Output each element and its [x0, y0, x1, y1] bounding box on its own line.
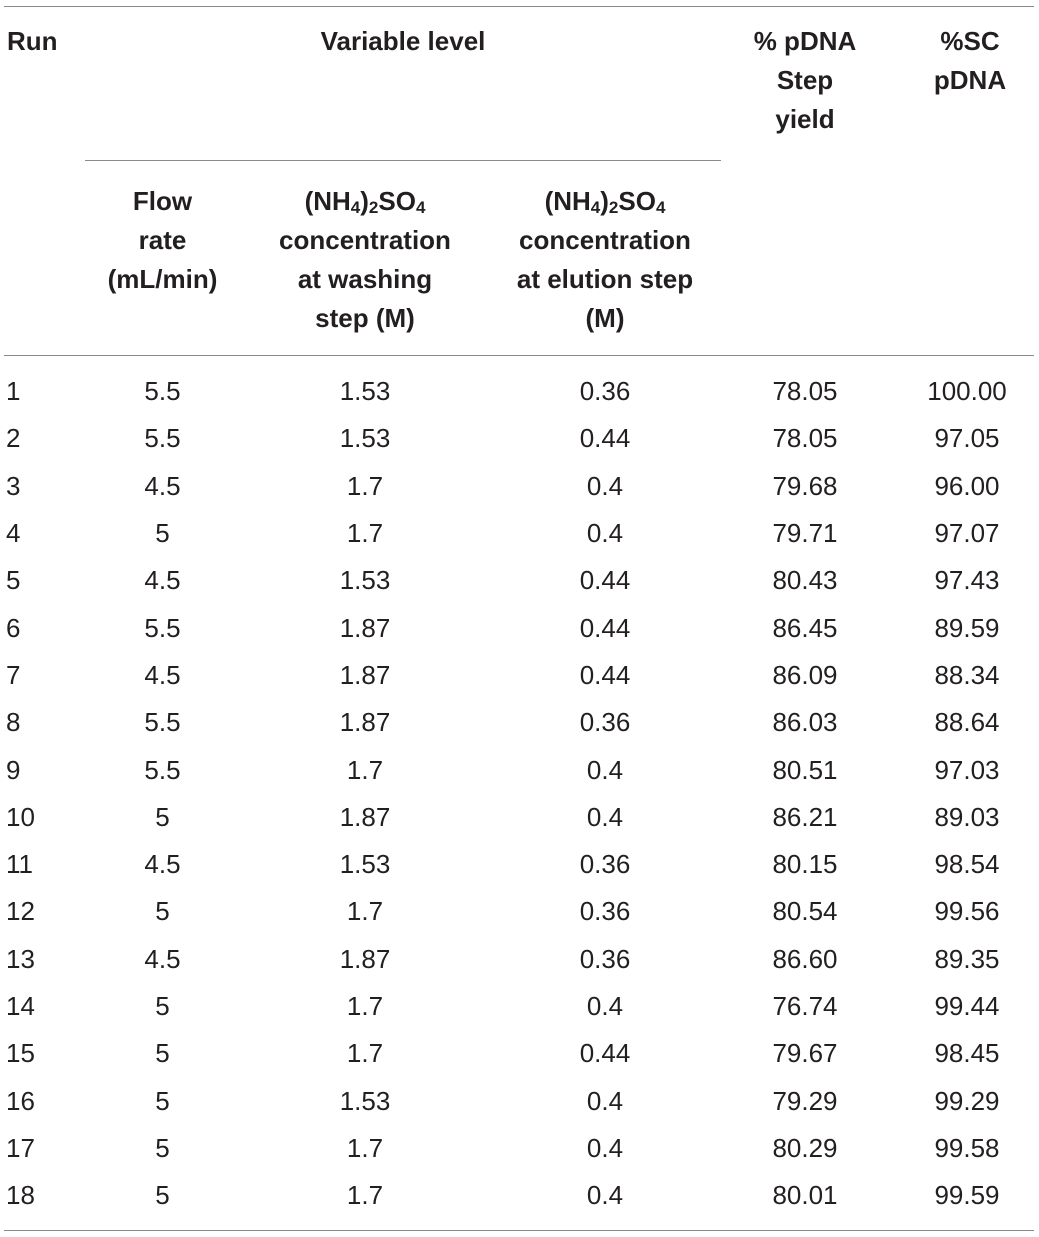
- table-row: [0, 794, 1039, 841]
- cell-elute: 0.36: [579, 849, 631, 880]
- cell-yield: 80.43: [772, 565, 838, 596]
- cell-elute: 0.4: [586, 1085, 624, 1116]
- cell-elute: 0.44: [579, 612, 631, 643]
- cell-yield: 86.60: [772, 943, 838, 974]
- cell-yield: 78.05: [772, 376, 838, 407]
- table-row: [0, 368, 1039, 415]
- cell-sc: 97.05: [934, 423, 1000, 454]
- cell-wash: 1.87: [339, 943, 391, 974]
- cell-elute: 0.36: [579, 896, 631, 927]
- header-flow-rate: Flow rate (mL/min): [107, 186, 218, 294]
- cell-elute: 0.4: [586, 1180, 624, 1211]
- cell-run: 16: [6, 1085, 35, 1116]
- cell-run: 8: [6, 707, 21, 738]
- table-row: [0, 699, 1039, 746]
- cell-yield: 80.01: [772, 1180, 838, 1211]
- cell-yield: 79.68: [772, 470, 838, 501]
- cell-sc: 89.03: [934, 801, 1000, 832]
- cell-sc: 98.54: [934, 849, 1000, 880]
- cell-yield: 79.67: [772, 1038, 838, 1069]
- cell-sc: 99.56: [934, 896, 1000, 927]
- table-row: [0, 1125, 1039, 1172]
- header-run: Run: [7, 26, 58, 56]
- cell-elute: 0.44: [579, 1038, 631, 1069]
- cell-sc: 88.34: [934, 659, 1000, 690]
- cell-yield: 86.03: [772, 707, 838, 738]
- cell-yield: 80.15: [772, 849, 838, 880]
- cell-wash: 1.87: [339, 707, 391, 738]
- cell-flow: 5.5: [144, 754, 181, 785]
- cell-flow: 5: [155, 1038, 170, 1069]
- cell-wash: 1.7: [346, 470, 384, 501]
- cell-elute: 0.4: [586, 991, 624, 1021]
- cell-flow: 5: [155, 991, 170, 1021]
- cell-elute: 0.4: [586, 754, 624, 785]
- cell-elute: 0.36: [579, 707, 631, 738]
- cell-sc: 99.44: [934, 991, 1000, 1021]
- cell-sc: 100.00: [927, 376, 1007, 407]
- cell-elute: 0.44: [579, 565, 631, 596]
- table-row: [0, 888, 1039, 935]
- cell-sc: 97.07: [934, 518, 1000, 549]
- cell-run: 3: [6, 470, 21, 501]
- cell-run: 12: [6, 896, 35, 927]
- table-row: [0, 510, 1039, 557]
- cell-flow: 5: [155, 518, 170, 549]
- header-sc-pdna: %SC pDNA: [933, 26, 1007, 95]
- table-row: [0, 415, 1039, 462]
- table-row: [0, 841, 1039, 888]
- cell-flow: 5: [155, 1132, 170, 1163]
- table-row: [0, 1077, 1039, 1124]
- cell-wash: 1.7: [346, 754, 384, 785]
- cell-elute: 0.4: [586, 801, 624, 832]
- cell-yield: 80.29: [772, 1132, 838, 1163]
- cell-sc: 97.03: [934, 754, 1000, 785]
- table-row: [0, 1030, 1039, 1077]
- cell-flow: 5.5: [144, 612, 181, 643]
- cell-elute: 0.44: [579, 659, 631, 690]
- cell-wash: 1.87: [339, 659, 391, 690]
- table-body: [0, 368, 1039, 1219]
- cell-yield: 80.51: [772, 754, 838, 785]
- cell-run: 1: [6, 376, 21, 407]
- cell-yield: 86.45: [772, 612, 838, 643]
- cell-flow: 4.5: [144, 943, 181, 974]
- cell-wash: 1.7: [346, 991, 384, 1021]
- header-elution-concentration: $(NH_4)_2SO_4$ concentration at elution step (M): [485, 182, 725, 338]
- cell-run: 7: [6, 659, 21, 690]
- header-step-yield: % pDNA Step yield: [753, 26, 857, 134]
- group-rule: [85, 160, 721, 161]
- cell-sc: 89.59: [934, 612, 1000, 643]
- cell-elute: 0.44: [579, 423, 631, 454]
- cell-wash: 1.53: [339, 376, 391, 407]
- elution-formula: $(NH_4)_2SO_4$: [544, 186, 666, 217]
- table-row: [0, 604, 1039, 651]
- table-row: [0, 746, 1039, 793]
- header-rule: [4, 355, 1034, 356]
- cell-flow: 5.5: [144, 376, 181, 407]
- cell-sc: 98.45: [934, 1038, 1000, 1069]
- cell-yield: 86.09: [772, 659, 838, 690]
- cell-elute: 0.36: [579, 943, 631, 974]
- cell-wash: 1.87: [339, 801, 391, 832]
- header-variable-level: Variable level: [320, 26, 486, 56]
- bottom-rule: [4, 1230, 1034, 1231]
- cell-sc: 99.29: [934, 1085, 1000, 1116]
- cell-run: 9: [6, 754, 21, 785]
- cell-run: 11: [6, 849, 33, 880]
- cell-flow: 5: [155, 1085, 170, 1116]
- cell-run: 4: [6, 518, 21, 549]
- cell-wash: 1.7: [346, 896, 384, 927]
- cell-wash: 1.7: [346, 518, 384, 549]
- cell-yield: 79.71: [772, 518, 838, 549]
- header-washing-concentration: $(NH_4)_2SO_4$ concentration at washing step (M): [255, 182, 475, 338]
- cell-flow: 4.5: [144, 565, 181, 596]
- cell-run: 14: [6, 991, 35, 1021]
- cell-flow: 4.5: [144, 849, 181, 880]
- cell-elute: 0.4: [586, 470, 624, 501]
- cell-flow: 4.5: [144, 659, 181, 690]
- cell-wash: 1.7: [346, 1180, 384, 1211]
- cell-run: 6: [6, 612, 21, 643]
- cell-flow: 4.5: [144, 470, 181, 501]
- cell-elute: 0.4: [586, 518, 624, 549]
- cell-wash: 1.87: [339, 612, 391, 643]
- cell-wash: 1.53: [339, 849, 391, 880]
- table-row: [0, 463, 1039, 510]
- cell-yield: 80.54: [772, 896, 838, 927]
- table-row: [0, 557, 1039, 604]
- cell-flow: 5.5: [144, 707, 181, 738]
- cell-wash: 1.7: [346, 1132, 384, 1163]
- cell-run: 10: [6, 801, 35, 832]
- cell-flow: 5: [155, 1180, 170, 1211]
- cell-run: 15: [6, 1038, 35, 1069]
- cell-run: 5: [6, 565, 21, 596]
- cell-yield: 79.29: [772, 1085, 838, 1116]
- cell-wash: 1.53: [339, 423, 391, 454]
- table-row: [0, 936, 1039, 983]
- cell-wash: 1.7: [346, 1038, 384, 1069]
- washing-formula: $(NH_4)_2SO_4$: [304, 186, 426, 217]
- table-row: [0, 1172, 1039, 1219]
- cell-yield: 86.21: [772, 801, 838, 832]
- table-row: [0, 983, 1039, 1030]
- top-rule: [4, 6, 1034, 7]
- cell-flow: 5.5: [144, 423, 181, 454]
- cell-run: 18: [6, 1180, 35, 1211]
- cell-wash: 1.53: [339, 1085, 391, 1116]
- cell-sc: 89.35: [934, 943, 1000, 974]
- cell-elute: 0.4: [586, 1132, 624, 1163]
- cell-wash: 1.53: [339, 565, 391, 596]
- cell-flow: 5: [155, 801, 170, 832]
- cell-run: 2: [6, 423, 21, 454]
- cell-sc: 99.59: [934, 1180, 1000, 1211]
- cell-sc: 88.64: [934, 707, 1000, 738]
- table-row: [0, 652, 1039, 699]
- cell-sc: 99.58: [934, 1132, 1000, 1163]
- cell-sc: 96.00: [934, 470, 1000, 501]
- cell-sc: 97.43: [934, 565, 1000, 596]
- cell-yield: 78.05: [772, 423, 838, 454]
- cell-elute: 0.36: [579, 376, 631, 407]
- cell-yield: 76.74: [772, 991, 838, 1021]
- cell-flow: 5: [155, 896, 170, 927]
- cell-run: 17: [6, 1132, 35, 1163]
- cell-run: 13: [6, 943, 35, 974]
